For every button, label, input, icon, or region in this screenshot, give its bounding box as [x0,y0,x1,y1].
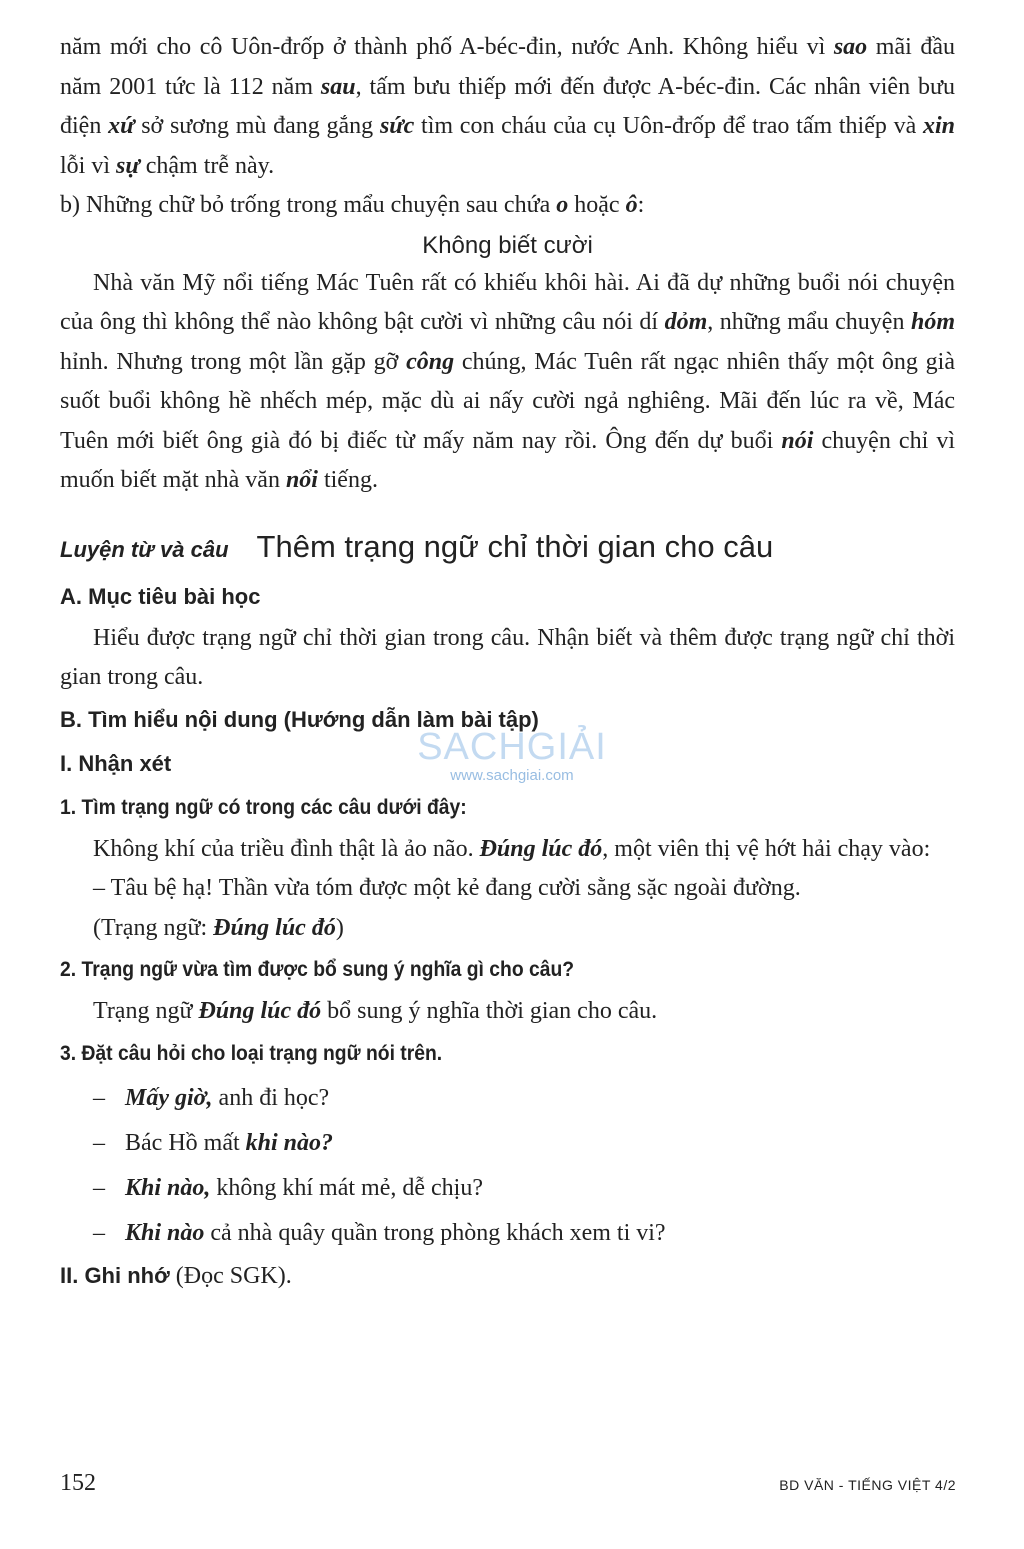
text-run: Bác Hồ mất [125,1129,246,1156]
highlighted-phrase: Khi nào, [125,1174,211,1201]
text-run: tìm con cháu của cụ Uôn-đrốp để trao tấm thiếp và [414,113,923,139]
dash-bullet: – [93,1174,105,1201]
highlighted-phrase: Đúng lúc đó [479,835,603,862]
highlighted-phrase: khi nào? [245,1129,334,1156]
book-title: BD VĂN - TIẾNG VIỆT 4/2 [779,1477,956,1493]
section-a-heading: A. Mục tiêu bài học [60,583,261,609]
dash-bullet: – [93,1129,105,1156]
text-run: hoặc [568,192,626,218]
highlighted-letter: ô [625,192,638,218]
text-run: không khí mát mẻ, dễ chịu? [210,1174,483,1201]
text-run: sở sương mù đang gắng [134,113,380,139]
question-3: 3. Đặt câu hỏi cho loại trạng ngữ nói trên. [60,1041,443,1065]
text-run: Nhà văn Mỹ nổi tiếng Mác Tuên rất có khiếu khôi hài. Ai đã dự những buổi nói chuyện của ông thì không thể nào không bật cười vì những câu nói dí [60,269,955,335]
text-run: năm mới cho cô Uôn-đrốp ở thành phố A-béc-đin, nước Anh. Không hiểu vì [60,34,834,60]
highlighted-word: nói [781,427,814,454]
text-run: chúng, Mác Tuên rất ngạc nhiên thấy một ông già suốt buổi không hề nhếch mép, mặc dù ai nấy cười ngả nghiêng. Mãi đến lúc ra về, Mác Tuên mới biết ông già đó bị điếc từ mấy năm nay rồi. Ông đến dự buổi [60,348,956,454]
highlighted-word: sao [833,34,868,60]
list-item [60,1166,955,1211]
text-run: (Đọc SGK). [169,1262,292,1289]
text-run: , một viên thị vệ hớt hải chạy vào: [602,835,931,862]
question-1-answer [60,909,955,949]
story-title: Không biết cười [422,231,593,259]
text-run: Không khí của triều đình thật là ảo não. [93,835,480,862]
highlighted-word: sức [379,113,415,139]
highlighted-phrase: Đúng lúc đó [213,914,336,941]
answer-list [60,1076,955,1256]
story-paragraph [60,264,955,501]
highlighted-word: nổi [285,467,318,493]
highlighted-word: xin [923,113,956,139]
lesson-title: Thêm trạng ngữ chỉ thời gian cho câu [256,528,774,564]
text-run: (Trạng ngữ: [93,914,214,941]
question-2-answer [60,992,955,1032]
section-b-heading: B. Tìm hiểu nội dung (Hướng dẫn làm bài tập) [60,706,539,732]
highlighted-phrase: Khi nào [125,1219,205,1246]
question-1: 1. Tìm trạng ngữ có trong các câu dưới đây: [60,795,467,819]
text-run: b) Những chữ bỏ trống trong mẩu chuyện sau chứa [60,192,557,218]
highlighted-phrase: Mấy giờ, [125,1084,213,1111]
text-run: cả nhà quây quần trong phòng khách xem ti vi? [204,1219,666,1246]
highlighted-word: dỏm [664,309,708,335]
text-run: mãi đầu năm 2001 tức là 112 năm [60,34,956,100]
text-run: lỗi vì [60,152,117,179]
highlighted-word: sau [320,73,356,100]
text-run: : [637,192,645,218]
text-run: bổ sung ý nghĩa thời gian cho câu. [321,998,658,1024]
highlighted-word: sự [116,152,140,179]
highlighted-word: hóm [910,309,955,335]
text-run: , tấm bưu thiếp mới đến được A-béc-đin. Các nhân viên bưu điện [60,73,955,139]
text-run: anh đi học? [212,1084,330,1111]
lesson-category: Luyện từ và câu [60,536,229,562]
ghi-nho-heading: II. Ghi nhớ [60,1262,170,1288]
nhan-xet-heading: I. Nhận xét [60,750,172,776]
text-run: ) [335,914,344,941]
lesson-header [60,529,955,565]
dash-bullet: – [93,1219,105,1246]
section-a-text: Hiểu được trạng ngữ chỉ thời gian trong câu. Nhận biết và thêm được trạng ngữ chỉ thời gian trong câu. [60,624,955,690]
question-1-quote: – Tâu bệ hạ! Thần vừa tóm được một kẻ đang cười sằng sặc ngoài đường. [93,875,801,901]
top-paragraph [60,28,955,186]
question-1-text [60,830,955,870]
watermark-url: www.sachgiai.com [450,767,574,784]
dash-bullet: – [93,1084,105,1111]
exercise-b [60,186,955,226]
page-number: 152 [60,1470,96,1496]
highlighted-word: xứ [108,113,135,139]
list-item [60,1121,955,1166]
text-run: chuyện chỉ vì muốn biết mặt nhà văn [60,427,956,493]
text-run: chậm trễ này. [139,152,275,179]
highlighted-letter: o [556,192,569,218]
page-footer [60,1470,956,1497]
text-run: Trạng ngữ [93,998,199,1024]
highlighted-word: công [406,348,455,375]
highlighted-phrase: Đúng lúc đó [198,998,322,1024]
ghi-nho [60,1256,955,1297]
list-item [60,1076,955,1121]
question-2: 2. Trạng ngữ vừa tìm được bổ sung ý nghĩa gì cho câu? [60,958,575,981]
text-run: , những mẩu chuyện [707,309,911,335]
text-run: tiếng. [317,467,378,493]
list-item [60,1211,955,1256]
page-content [60,28,955,1296]
watermark-brand: SACHGIẢI [417,726,607,768]
text-run: hỉnh. Nhưng trong một lần gặp gỡ [60,348,407,375]
